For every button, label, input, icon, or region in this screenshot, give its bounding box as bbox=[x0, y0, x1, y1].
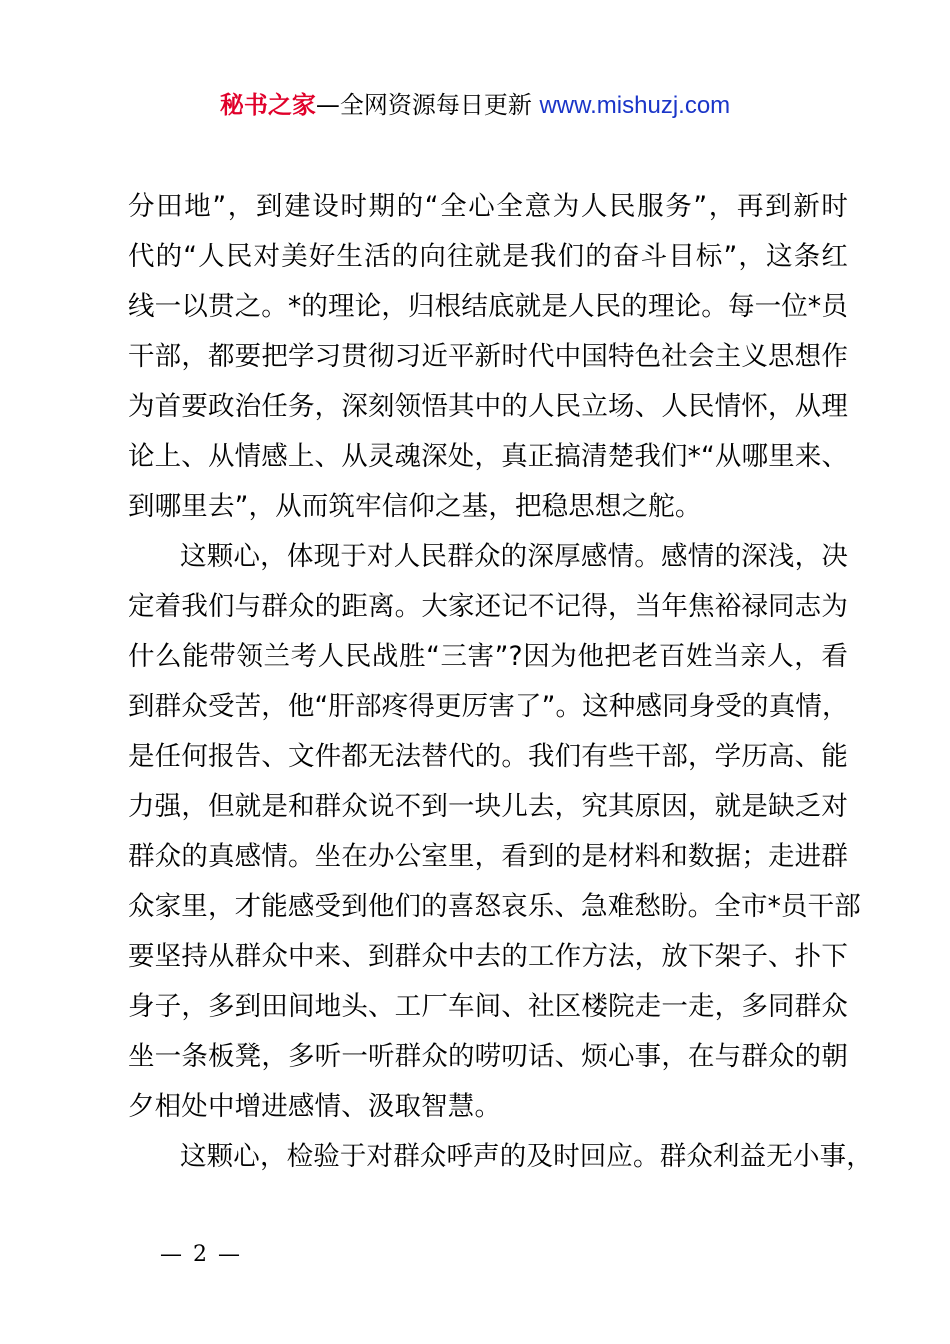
page-number: — 2 — bbox=[160, 1242, 242, 1267]
document-header bbox=[0, 88, 950, 123]
body-line: 到哪里去”，从而筑牢信仰之基，把稳思想之舵。 bbox=[128, 491, 702, 522]
site-brand-name: 秘书之家 bbox=[219, 91, 316, 119]
body-line: 线一以贯之。*的理论，归根结底就是人民的理论。每一位*员 bbox=[128, 291, 848, 322]
body-line: 论上、从情感上、从灵魂深处，真正搞清楚我们*“从哪里来、 bbox=[128, 441, 849, 472]
site-url-link[interactable]: www.mishuzj.com bbox=[539, 92, 731, 119]
paragraph-first-line: 这颗心，体现于对人民群众的深厚感情。感情的深浅，决 bbox=[180, 541, 848, 572]
body-line: 身子，多到田间地头、工厂车间、社区楼院走一走，多同群众 bbox=[128, 991, 848, 1022]
body-line: 是任何报告、文件都无法替代的。我们有些干部，学历高、能 bbox=[128, 741, 848, 772]
body-line: 干部，都要把学习贯彻习近平新时代中国特色社会主义思想作 bbox=[128, 341, 848, 372]
body-line: 什么能带领兰考人民战胜“三害”?因为他把老百姓当亲人，看 bbox=[128, 641, 848, 672]
body-line: 代的“人民对美好生活的向往就是我们的奋斗目标”，这条红 bbox=[128, 241, 848, 272]
document-body bbox=[128, 182, 873, 1182]
body-line: 到群众受苦，他“肝部疼得更厉害了”。这种感同身受的真情， bbox=[128, 691, 849, 722]
body-line: 坐一条板凳，多听一听群众的唠叨话、烦心事，在与群众的朝 bbox=[128, 1041, 848, 1072]
paragraph-first-line: 这颗心，检验于对群众呼声的及时回应。群众利益无小事， bbox=[180, 1141, 873, 1172]
body-line: 分田地”，到建设时期的“全心全意为人民服务”，再到新时 bbox=[128, 191, 848, 222]
body-line: 为首要政治任务，深刻领悟其中的人民立场、人民情怀，从理 bbox=[128, 391, 848, 422]
body-line: 群众的真感情。坐在办公室里，看到的是材料和数据；走进群 bbox=[128, 841, 848, 872]
body-line: 众家里，才能感受到他们的喜怒哀乐、急难愁盼。全市*员干部 bbox=[128, 891, 861, 922]
body-line: 夕相处中增进感情、汲取智慧。 bbox=[128, 1091, 502, 1122]
site-tagline: —全网资源每日更新 bbox=[315, 91, 540, 119]
body-line: 定着我们与群众的距离。大家还记不记得，当年焦裕禄同志为 bbox=[128, 591, 848, 622]
body-line: 要坚持从群众中来、到群众中去的工作方法，放下架子、扑下 bbox=[128, 941, 848, 972]
body-line: 力强，但就是和群众说不到一块儿去，究其原因，就是缺乏对 bbox=[128, 791, 848, 822]
